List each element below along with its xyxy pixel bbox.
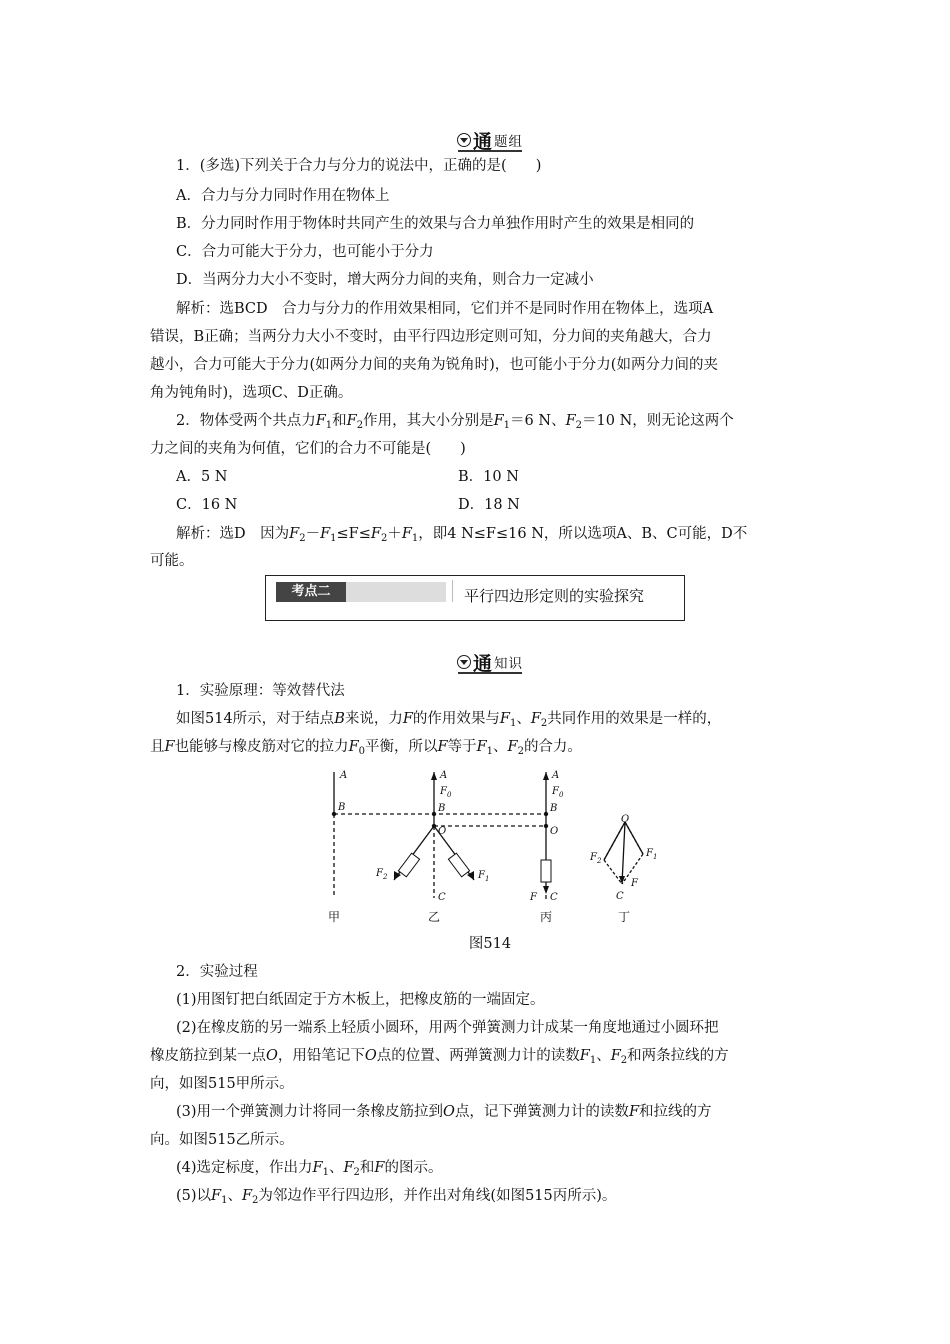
principle-line-1: 如图514所示，对于结点B来说，力F的作用效果与$F_1$、$F_2$共同作用的效果是一样的， — [176, 711, 722, 729]
q1-stem: 1．(多选)下列关于合力与分力的说法中，正确的是( ) — [176, 158, 542, 174]
svg-text:2: 2 — [383, 873, 388, 881]
svg-text:O: O — [621, 814, 630, 825]
q1-option-c: C．合力可能大于分力，也可能小于分力 — [176, 244, 434, 260]
section-box — [265, 575, 685, 621]
figure-caption: 图514 — [468, 936, 512, 952]
section-tag: 考点二 — [276, 582, 446, 602]
principle-heading: 1．实验原理：等效替代法 — [176, 683, 345, 699]
svg-text:F: F — [478, 870, 485, 881]
process-step-3-line-1: (3)用一个弹簧测力计将同一条橡皮筋拉到O点，记下弹簧测力计的读数F和拉线的方 — [176, 1104, 712, 1120]
down-triangle-icon — [457, 133, 471, 147]
svg-text:2: 2 — [597, 857, 602, 865]
svg-text:B: B — [438, 803, 446, 814]
q2-option-d: D．18 N — [458, 497, 520, 513]
section-title: 平行四边形定则的实验探究 — [464, 587, 645, 605]
svg-text:A: A — [340, 770, 348, 781]
q2-option-a: A．5 N — [176, 469, 228, 485]
principle-line-2: 且F也能够与橡皮筋对它的拉力$F_0$平衡，所以F等于$F_1$、$F_2$的合力。 — [150, 739, 582, 757]
svg-text:O: O — [550, 826, 559, 837]
svg-text:1: 1 — [485, 875, 490, 883]
svg-text:F: F — [530, 892, 537, 903]
svg-text:O: O — [438, 826, 447, 837]
process-step-2-line-3: 向，如图515甲所示。 — [150, 1076, 294, 1092]
q2-stem-line-2: 力之间的夹角为何值，它们的合力不可能是( ) — [150, 441, 466, 457]
q2-answer-line-2: 可能。 — [150, 553, 194, 569]
svg-text:丙: 丙 — [540, 910, 553, 924]
q1-option-b: B．分力同时作用于物体时共同产生的效果与合力单独作用时产生的效果是相同的 — [176, 216, 695, 232]
svg-text:A: A — [552, 770, 560, 781]
process-heading: 2．实验过程 — [176, 964, 258, 980]
q1-answer-line-1: 解析：选BCD 合力与分力的作用效果相同，它们并不是同时作用在物体上，选项A — [176, 301, 714, 317]
process-step-2-line-2: 橡皮筋拉到某一点O，用铅笔记下O点的位置、两弹簧测力计的读数$F_1$、$F_2$和两条拉线的方 — [150, 1048, 729, 1066]
svg-text:F: F — [631, 878, 638, 889]
q2-stem-line-1: 2．物体受两个共点力$F_1$和$F_2$作用，其大小分别是$F_1=6$ N、$F_2=10$ N，则无论这两个 — [176, 413, 734, 431]
q2-option-b: B．10 N — [458, 469, 519, 485]
q1-option-d: D．当两分力大小不变时，增大两分力间的夹角，则合力一定减小 — [176, 272, 594, 288]
svg-text:B: B — [550, 803, 558, 814]
process-step-1: (1)用图钉把白纸固定于方木板上，把橡皮筋的一端固定。 — [176, 992, 545, 1008]
q1-answer-line-3: 越小，合力可能大于分力(如两分力间的夹角为锐角时)，也可能小于分力(如两分力间的夹 — [150, 357, 718, 373]
svg-text:F: F — [376, 868, 383, 879]
process-step-4: (4)选定标度，作出力$F_1$、$F_2$和F的图示。 — [176, 1160, 443, 1178]
svg-text:甲: 甲 — [328, 910, 341, 924]
svg-text:1: 1 — [653, 853, 658, 861]
process-step-3-line-2: 向。如图515乙所示。 — [150, 1132, 294, 1148]
svg-text:0: 0 — [559, 791, 564, 799]
figure-514 — [300, 762, 680, 927]
svg-text:丁: 丁 — [618, 910, 631, 924]
svg-text:F: F — [646, 848, 653, 859]
section-header-zhishi: 通 知识 — [450, 650, 530, 674]
process-step-2-line-1: (2)在橡皮筋的另一端系上轻质小圆环，用两个弹簧测力计成某一角度地通过小圆环把 — [176, 1020, 719, 1036]
svg-text:F: F — [552, 786, 559, 797]
svg-text:F: F — [440, 786, 447, 797]
svg-text:B: B — [338, 802, 346, 813]
svg-text:C: C — [550, 892, 558, 903]
down-triangle-icon — [457, 655, 471, 669]
section-header-tizu: 通 题组 — [450, 128, 530, 152]
svg-text:乙: 乙 — [428, 910, 441, 924]
svg-text:0: 0 — [447, 791, 452, 799]
process-step-5: (5)以$F_1$、$F_2$为邻边作平行四边形，并作出对角线(如图515丙所示)。 — [176, 1188, 617, 1206]
svg-text:F: F — [590, 852, 597, 863]
q1-option-a: A．合力与分力同时作用在物体上 — [176, 188, 390, 204]
q2-option-c: C．16 N — [176, 497, 238, 513]
q2-answer-line-1: 解析：选D 因为$F_2-F_1\le F\le F_2+F_1$，即4 N≤F≤16 N，所以选项A、B、C可能，D不 — [176, 526, 748, 544]
svg-text:A: A — [440, 770, 448, 781]
svg-text:C: C — [438, 892, 446, 903]
svg-text:C: C — [616, 891, 624, 902]
q1-answer-line-2: 错误，B正确；当两分力大小不变时，由平行四边形定则可知，分力间的夹角越大，合力 — [150, 329, 712, 345]
q1-answer-line-4: 角为钝角时)，选项C、D正确。 — [150, 385, 353, 401]
